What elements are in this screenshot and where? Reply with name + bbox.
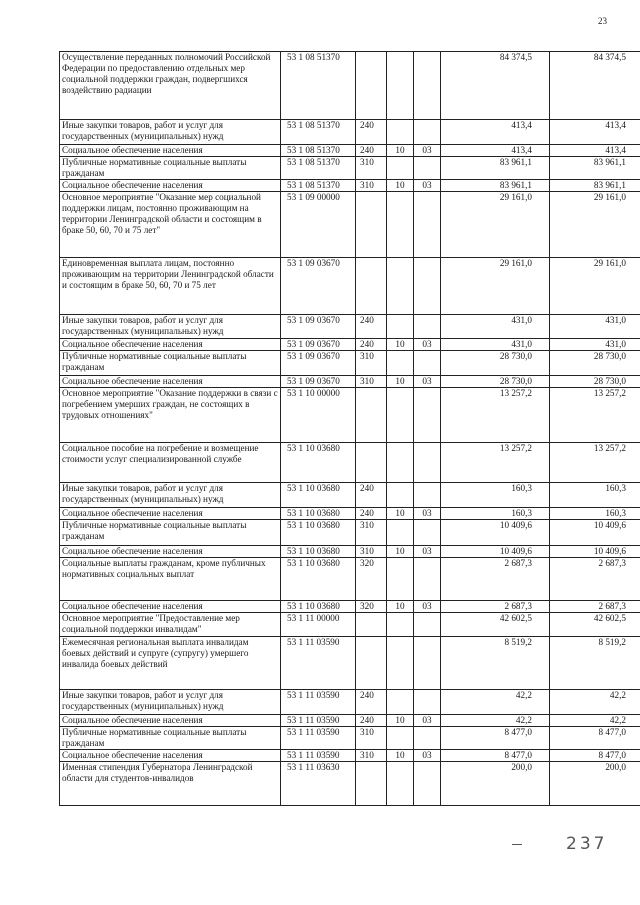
expense-type-cell: 240 — [356, 120, 387, 145]
amount-year1-cell: 413,4 — [441, 145, 550, 157]
target-code-cell: 53 1 11 03590 — [281, 715, 356, 727]
row-name-cell: Социальное обеспечение населения — [60, 546, 281, 558]
expense-type-cell: 240 — [356, 315, 387, 339]
target-code-cell: 53 1 09 03670 — [281, 376, 356, 388]
subsection-cell — [414, 558, 441, 601]
expense-type-cell — [356, 613, 387, 637]
amount-year1-cell: 83 961,1 — [441, 157, 550, 180]
expense-type-cell — [356, 258, 387, 315]
amount-year1-cell: 29 161,0 — [441, 258, 550, 315]
table-row — [60, 258, 640, 315]
amount-year2-cell: 84 374,5 — [550, 52, 640, 120]
subsection-cell: 03 — [414, 339, 441, 351]
table-row — [60, 727, 640, 750]
amount-year2-cell: 13 257,2 — [550, 443, 640, 483]
section-cell: 10 — [387, 750, 414, 762]
subsection-cell — [414, 351, 441, 376]
row-name-cell: Осуществление переданных полномочий Российской Федерации по предоставлению отдельных мер социальной поддержки граждан, подвергшихся воздействию радиации — [60, 52, 281, 120]
amount-year1-cell: 28 730,0 — [441, 351, 550, 376]
amount-year2-cell: 83 961,1 — [550, 157, 640, 180]
amount-year2-cell: 200,0 — [550, 762, 640, 806]
subsection-cell: 03 — [414, 750, 441, 762]
section-cell — [387, 120, 414, 145]
table-row — [60, 120, 640, 145]
expense-type-cell: 240 — [356, 508, 387, 520]
amount-year2-cell: 8 477,0 — [550, 727, 640, 750]
amount-year2-cell: 42 602,5 — [550, 613, 640, 637]
subsection-cell — [414, 637, 441, 690]
subsection-cell: 03 — [414, 601, 441, 613]
expense-type-cell — [356, 762, 387, 806]
section-cell — [387, 388, 414, 443]
amount-year2-cell: 29 161,0 — [550, 192, 640, 258]
table-row — [60, 376, 640, 388]
amount-year1-cell: 42,2 — [441, 715, 550, 727]
table-row — [60, 637, 640, 690]
section-cell: 10 — [387, 180, 414, 192]
table-row — [60, 192, 640, 258]
row-name-cell: Публичные нормативные социальные выплаты гражданам — [60, 727, 281, 750]
expense-type-cell: 240 — [356, 339, 387, 351]
target-code-cell: 53 1 11 00000 — [281, 613, 356, 637]
row-name-cell: Иные закупки товаров, работ и услуг для государственных (муниципальных) нужд — [60, 315, 281, 339]
target-code-cell: 53 1 10 03680 — [281, 601, 356, 613]
subsection-cell — [414, 157, 441, 180]
row-name-cell: Социальное обеспечение населения — [60, 145, 281, 157]
expense-type-cell — [356, 443, 387, 483]
target-code-cell: 53 1 10 00000 — [281, 388, 356, 443]
expense-type-cell: 320 — [356, 558, 387, 601]
target-code-cell: 53 1 11 03590 — [281, 690, 356, 715]
budget-table — [59, 51, 640, 806]
subsection-cell — [414, 727, 441, 750]
subsection-cell: 03 — [414, 145, 441, 157]
table-row — [60, 443, 640, 483]
section-cell — [387, 157, 414, 180]
section-cell: 10 — [387, 546, 414, 558]
row-name-cell: Публичные нормативные социальные выплаты гражданам — [60, 520, 281, 546]
table-row — [60, 315, 640, 339]
subsection-cell — [414, 690, 441, 715]
section-cell: 10 — [387, 339, 414, 351]
target-code-cell: 53 1 10 03680 — [281, 546, 356, 558]
amount-year2-cell: 431,0 — [550, 339, 640, 351]
table-row — [60, 762, 640, 806]
amount-year1-cell: 10 409,6 — [441, 546, 550, 558]
row-name-cell: Публичные нормативные социальные выплаты гражданам — [60, 157, 281, 180]
expense-type-cell — [356, 192, 387, 258]
row-name-cell: Социальное обеспечение населения — [60, 750, 281, 762]
page-number: 23 — [598, 16, 607, 26]
target-code-cell: 53 1 08 51370 — [281, 52, 356, 120]
table-row — [60, 339, 640, 351]
amount-year1-cell: 28 730,0 — [441, 376, 550, 388]
amount-year2-cell: 83 961,1 — [550, 180, 640, 192]
amount-year1-cell: 13 257,2 — [441, 388, 550, 443]
stamp-dash — [512, 844, 522, 845]
table-row — [60, 145, 640, 157]
row-name-cell: Публичные нормативные социальные выплаты гражданам — [60, 351, 281, 376]
amount-year2-cell: 42,2 — [550, 715, 640, 727]
subsection-cell — [414, 315, 441, 339]
target-code-cell: 53 1 10 03680 — [281, 558, 356, 601]
expense-type-cell: 310 — [356, 157, 387, 180]
table-row — [60, 388, 640, 443]
amount-year2-cell: 8 519,2 — [550, 637, 640, 690]
subsection-cell — [414, 120, 441, 145]
subsection-cell — [414, 762, 441, 806]
table-row — [60, 180, 640, 192]
expense-type-cell — [356, 388, 387, 443]
section-cell — [387, 351, 414, 376]
row-name-cell: Основное мероприятие "Оказание мер социальной поддержки лицам, постоянно проживающим на территории Ленинградской области и состоящим в браке 50, 60, 70 и 75 лет" — [60, 192, 281, 258]
amount-year1-cell: 431,0 — [441, 315, 550, 339]
target-code-cell: 53 1 11 03630 — [281, 762, 356, 806]
subsection-cell: 03 — [414, 715, 441, 727]
target-code-cell: 53 1 10 03680 — [281, 483, 356, 508]
amount-year2-cell: 29 161,0 — [550, 258, 640, 315]
table-row — [60, 601, 640, 613]
section-cell — [387, 690, 414, 715]
target-code-cell: 53 1 11 03590 — [281, 637, 356, 690]
subsection-cell — [414, 520, 441, 546]
amount-year1-cell: 8 519,2 — [441, 637, 550, 690]
amount-year2-cell: 10 409,6 — [550, 546, 640, 558]
section-cell: 10 — [387, 715, 414, 727]
subsection-cell: 03 — [414, 376, 441, 388]
expense-type-cell — [356, 637, 387, 690]
target-code-cell: 53 1 08 51370 — [281, 180, 356, 192]
amount-year1-cell: 160,3 — [441, 508, 550, 520]
expense-type-cell: 310 — [356, 750, 387, 762]
subsection-cell: 03 — [414, 508, 441, 520]
amount-year1-cell: 431,0 — [441, 339, 550, 351]
row-name-cell: Социальное обеспечение населения — [60, 715, 281, 727]
row-name-cell: Иные закупки товаров, работ и услуг для государственных (муниципальных) нужд — [60, 690, 281, 715]
table-row — [60, 613, 640, 637]
expense-type-cell: 320 — [356, 601, 387, 613]
section-cell: 10 — [387, 508, 414, 520]
amount-year1-cell: 83 961,1 — [441, 180, 550, 192]
amount-year1-cell: 10 409,6 — [441, 520, 550, 546]
amount-year2-cell: 13 257,2 — [550, 388, 640, 443]
section-cell — [387, 558, 414, 601]
row-name-cell: Именная стипендия Губернатора Ленинградской области для студентов-инвалидов — [60, 762, 281, 806]
amount-year1-cell: 84 374,5 — [441, 52, 550, 120]
expense-type-cell: 310 — [356, 376, 387, 388]
expense-type-cell: 240 — [356, 145, 387, 157]
target-code-cell: 53 1 09 00000 — [281, 192, 356, 258]
section-cell: 10 — [387, 601, 414, 613]
table-row — [60, 508, 640, 520]
row-name-cell: Социальное пособие на погребение и возмещение стоимости услуг специализированной службе — [60, 443, 281, 483]
amount-year1-cell: 29 161,0 — [441, 192, 550, 258]
section-cell: 10 — [387, 145, 414, 157]
subsection-cell — [414, 613, 441, 637]
target-code-cell: 53 1 08 51370 — [281, 157, 356, 180]
subsection-cell — [414, 52, 441, 120]
section-cell — [387, 192, 414, 258]
expense-type-cell: 310 — [356, 546, 387, 558]
target-code-cell: 53 1 11 03590 — [281, 727, 356, 750]
expense-type-cell: 310 — [356, 351, 387, 376]
amount-year2-cell: 413,4 — [550, 120, 640, 145]
section-cell — [387, 613, 414, 637]
row-name-cell: Ежемесячная региональная выплата инвалидам боевых действий и супруге (супругу) умершего инвалида боевых действий — [60, 637, 281, 690]
section-cell — [387, 762, 414, 806]
section-cell — [387, 520, 414, 546]
subsection-cell: 03 — [414, 180, 441, 192]
target-code-cell: 53 1 08 51370 — [281, 145, 356, 157]
expense-type-cell: 310 — [356, 180, 387, 192]
section-cell: 10 — [387, 376, 414, 388]
row-name-cell: Социальные выплаты гражданам, кроме публичных нормативных социальных выплат — [60, 558, 281, 601]
amount-year2-cell: 413,4 — [550, 145, 640, 157]
amount-year2-cell: 8 477,0 — [550, 750, 640, 762]
subsection-cell: 03 — [414, 546, 441, 558]
table-row — [60, 558, 640, 601]
target-code-cell: 53 1 10 03680 — [281, 520, 356, 546]
row-name-cell: Социальное обеспечение населения — [60, 180, 281, 192]
amount-year1-cell: 42 602,5 — [441, 613, 550, 637]
subsection-cell — [414, 192, 441, 258]
row-name-cell: Основное мероприятие "Предоставление мер социальной поддержки инвалидам" — [60, 613, 281, 637]
table-row — [60, 715, 640, 727]
amount-year2-cell: 2 687,3 — [550, 601, 640, 613]
amount-year2-cell: 42,2 — [550, 690, 640, 715]
row-name-cell: Иные закупки товаров, работ и услуг для государственных (муниципальных) нужд — [60, 120, 281, 145]
amount-year1-cell: 2 687,3 — [441, 558, 550, 601]
amount-year2-cell: 10 409,6 — [550, 520, 640, 546]
target-code-cell: 53 1 10 03680 — [281, 508, 356, 520]
row-name-cell: Единовременная выплата лицам, постоянно проживающим на территории Ленинградской области и состоящим в браке 50, 60, 70 и 75 лет — [60, 258, 281, 315]
expense-type-cell: 310 — [356, 520, 387, 546]
table-row — [60, 483, 640, 508]
amount-year2-cell: 431,0 — [550, 315, 640, 339]
table-body — [60, 52, 640, 806]
amount-year1-cell: 8 477,0 — [441, 750, 550, 762]
row-name-cell: Социальное обеспечение населения — [60, 508, 281, 520]
handwritten-page-stamp: 237 — [566, 834, 608, 854]
table-row — [60, 157, 640, 180]
table-row — [60, 546, 640, 558]
section-cell — [387, 443, 414, 483]
row-name-cell: Социальное обеспечение населения — [60, 376, 281, 388]
target-code-cell: 53 1 08 51370 — [281, 120, 356, 145]
row-name-cell: Социальное обеспечение населения — [60, 339, 281, 351]
target-code-cell: 53 1 09 03670 — [281, 258, 356, 315]
section-cell — [387, 637, 414, 690]
subsection-cell — [414, 388, 441, 443]
expense-type-cell: 240 — [356, 483, 387, 508]
subsection-cell — [414, 443, 441, 483]
row-name-cell: Основное мероприятие "Оказание поддержки в связи с погребением умерших граждан, не состоящих в трудовых отношениях" — [60, 388, 281, 443]
amount-year1-cell: 413,4 — [441, 120, 550, 145]
expense-type-cell: 240 — [356, 715, 387, 727]
amount-year2-cell: 28 730,0 — [550, 376, 640, 388]
table-row — [60, 520, 640, 546]
amount-year1-cell: 2 687,3 — [441, 601, 550, 613]
row-name-cell: Иные закупки товаров, работ и услуг для государственных (муниципальных) нужд — [60, 483, 281, 508]
target-code-cell: 53 1 09 03670 — [281, 351, 356, 376]
section-cell — [387, 315, 414, 339]
section-cell — [387, 727, 414, 750]
row-name-cell: Социальное обеспечение населения — [60, 601, 281, 613]
table-row — [60, 750, 640, 762]
section-cell — [387, 483, 414, 508]
amount-year1-cell: 8 477,0 — [441, 727, 550, 750]
table-row — [60, 351, 640, 376]
expense-type-cell: 310 — [356, 727, 387, 750]
section-cell — [387, 52, 414, 120]
target-code-cell: 53 1 09 03670 — [281, 339, 356, 351]
target-code-cell: 53 1 10 03680 — [281, 443, 356, 483]
amount-year1-cell: 13 257,2 — [441, 443, 550, 483]
section-cell — [387, 258, 414, 315]
target-code-cell: 53 1 11 03590 — [281, 750, 356, 762]
table-row — [60, 52, 640, 120]
amount-year2-cell: 160,3 — [550, 483, 640, 508]
target-code-cell: 53 1 09 03670 — [281, 315, 356, 339]
amount-year2-cell: 2 687,3 — [550, 558, 640, 601]
amount-year1-cell: 42,2 — [441, 690, 550, 715]
amount-year2-cell: 160,3 — [550, 508, 640, 520]
subsection-cell — [414, 483, 441, 508]
expense-type-cell — [356, 52, 387, 120]
table-row — [60, 690, 640, 715]
expense-type-cell: 240 — [356, 690, 387, 715]
amount-year2-cell: 28 730,0 — [550, 351, 640, 376]
amount-year1-cell: 200,0 — [441, 762, 550, 806]
amount-year1-cell: 160,3 — [441, 483, 550, 508]
subsection-cell — [414, 258, 441, 315]
